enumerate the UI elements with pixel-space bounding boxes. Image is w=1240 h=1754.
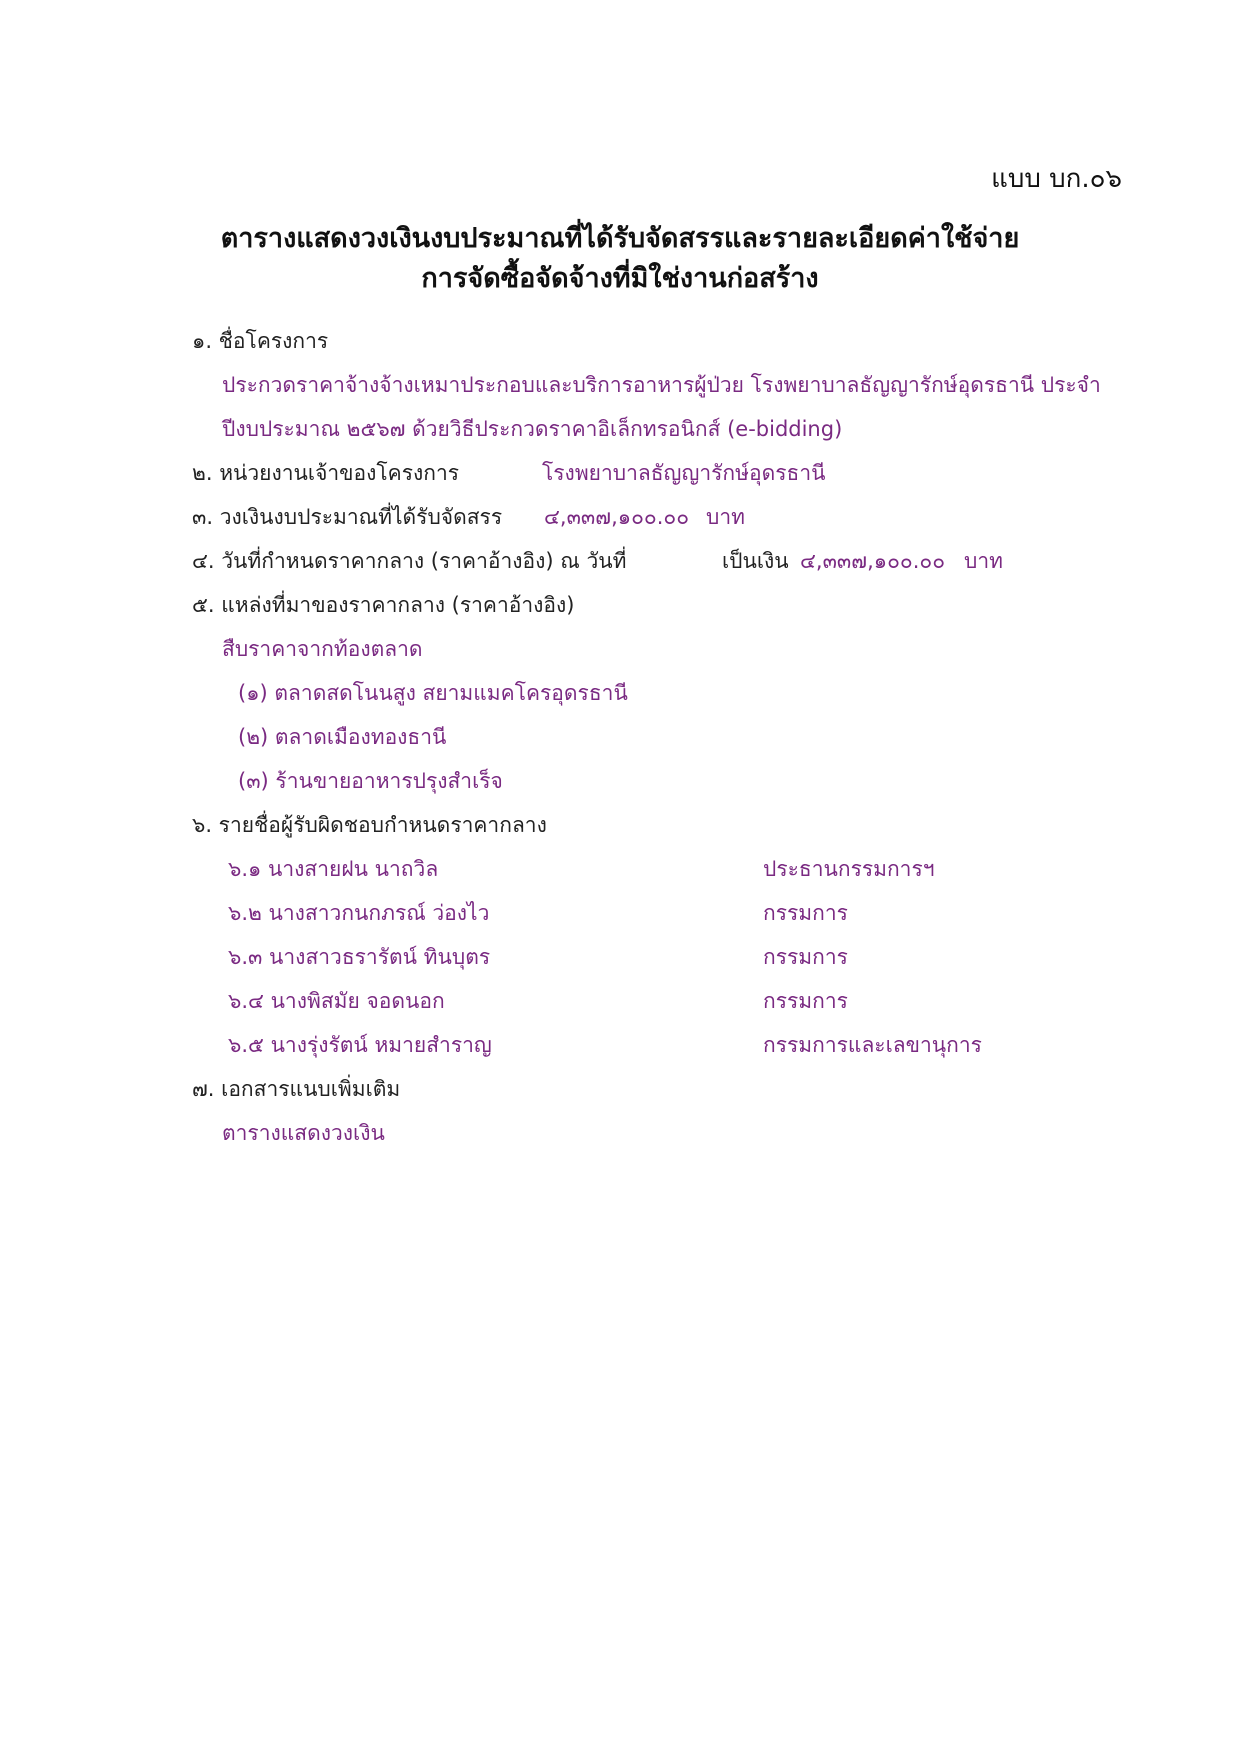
committee-member-role: กรรมการ (763, 989, 848, 1013)
committee-member-role: ประธานกรรมการฯ (763, 857, 935, 881)
project-name-line-2: ปีงบประมาณ ๒๕๖๗ ด้วยวิธีประกวดราคาอิเล็กทรอนิกส์ (e-bidding) (222, 417, 843, 441)
committee-member-name: ๖.๔ นางพิสมัย จอดนอก (228, 989, 445, 1013)
committee-member-role: กรรมการ (763, 901, 848, 925)
median-price-unit: บาท (964, 549, 1003, 573)
committee-member-name: ๖.๒ นางสาวกนกภรณ์ ว่องไว (228, 901, 490, 925)
section-4-label: ๔. วันที่กำหนดราคากลาง (ราคาอ้างอิง) ณ วันที่ (192, 549, 627, 573)
section-3-label: ๓. วงเงินงบประมาณที่ได้รับจัดสรร (192, 505, 503, 529)
section-5-label: ๕. แหล่งที่มาของราคากลาง (ราคาอ้างอิง) (192, 593, 575, 617)
document-title-line-2: การจัดซื้อจัดจ้างที่มิใช่งานก่อสร้าง (421, 263, 819, 294)
price-source-item: (๑) ตลาดสดโนนสูง สยามแมคโครอุดรธานี (238, 681, 628, 705)
price-source-item: (๓) ร้านขายอาหารปรุงสำเร็จ (238, 769, 503, 793)
budget-value: ๔,๓๓๗,๑๐๐.๐๐ (544, 505, 690, 529)
owner-agency-value: โรงพยาบาลธัญญารักษ์อุดรธานี (542, 461, 826, 485)
price-source-item: (๒) ตลาดเมืองทองธานี (238, 725, 447, 749)
committee-member-name: ๖.๑ นางสายฝน นาถวิล (228, 857, 439, 881)
committee-member-role: กรรมการและเลขานุการ (763, 1033, 982, 1057)
price-source-intro: สืบราคาจากท้องตลาด (222, 637, 423, 661)
form-code: แบบ บก.๐๖ (991, 164, 1122, 194)
section-1-label: ๑. ชื่อโครงการ (192, 329, 329, 353)
median-price-value: ๔,๓๓๗,๑๐๐.๐๐ (800, 549, 946, 573)
section-7-label: ๗. เอกสารแนบเพิ่มเติม (192, 1077, 401, 1101)
project-name-line-1: ประกวดราคาจ้างจ้างเหมาประกอบและบริการอาหารผู้ป่วย โรงพยาบาลธัญญารักษ์อุดรธานี ประจำ (222, 373, 1101, 397)
budget-unit: บาท (706, 505, 745, 529)
section-6-label: ๖. รายชื่อผู้รับผิดชอบกำหนดราคากลาง (192, 813, 547, 837)
attachment-value: ตารางแสดงวงเงิน (222, 1121, 385, 1145)
committee-member-name: ๖.๓ นางสาวธรารัตน์ ทินบุตร (228, 945, 491, 969)
document-title-line-1: ตารางแสดงวงเงินงบประมาณที่ได้รับจัดสรรและรายละเอียดค่าใช้จ่าย (220, 223, 1020, 254)
median-price-amount-label: เป็นเงิน (722, 549, 789, 573)
section-2-label: ๒. หน่วยงานเจ้าของโครงการ (192, 461, 460, 485)
committee-member-role: กรรมการ (763, 945, 848, 969)
committee-member-name: ๖.๕ นางรุ่งรัตน์ หมายสำราญ (228, 1033, 492, 1057)
